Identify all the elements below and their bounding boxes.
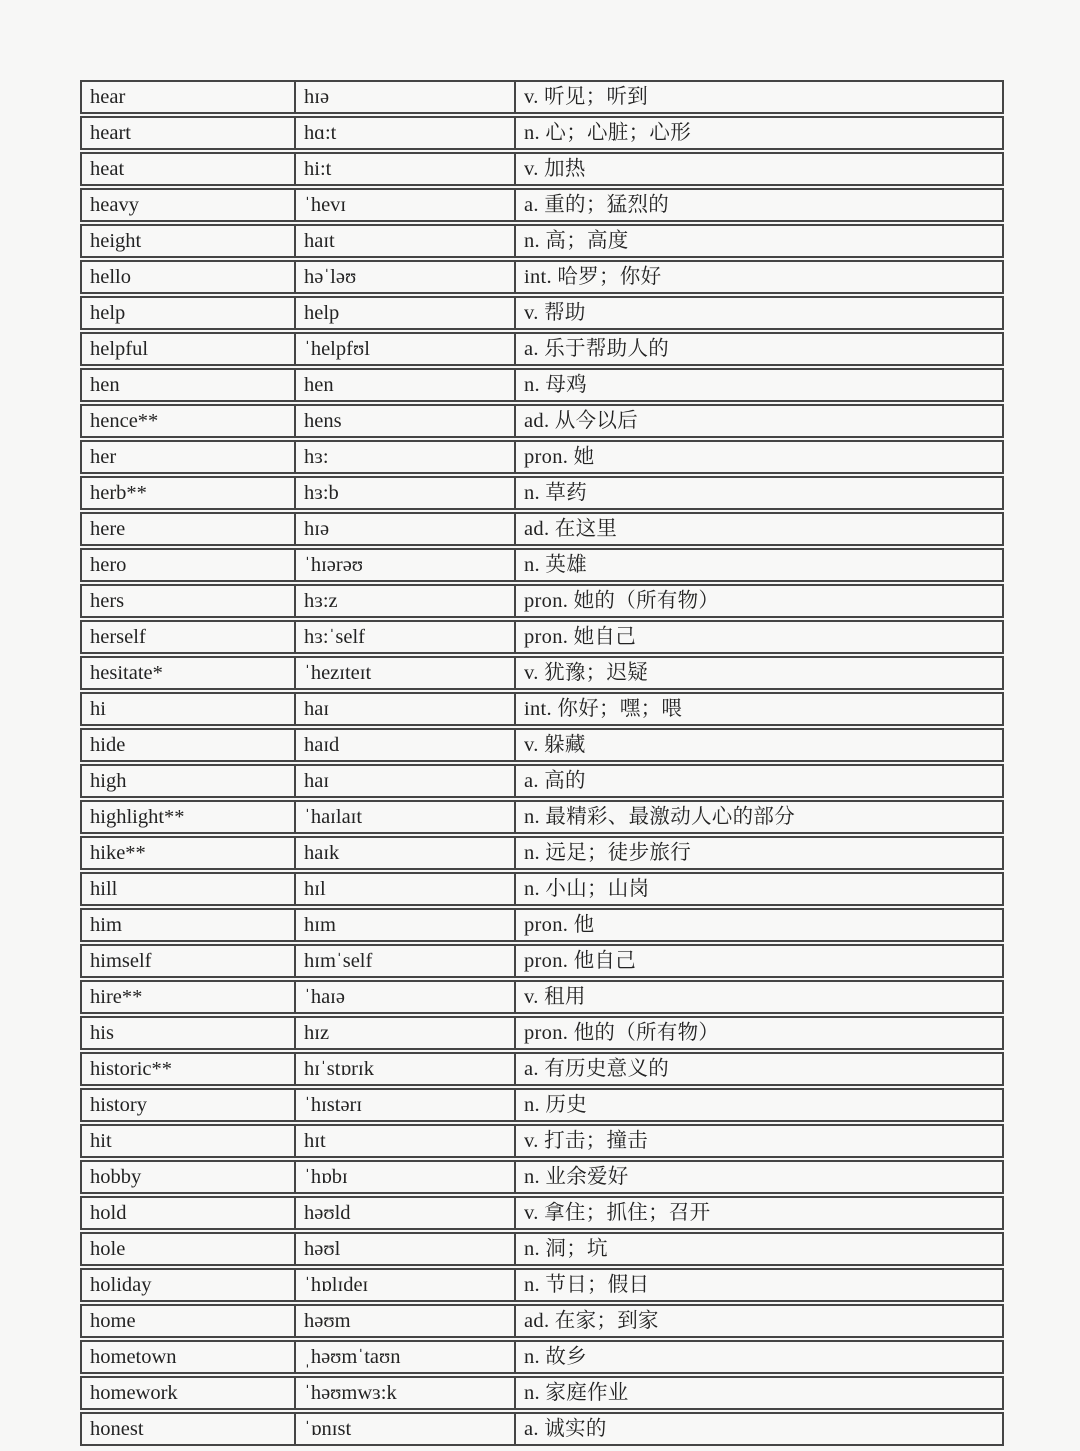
meaning-cell: a. 诚实的 xyxy=(516,1412,1004,1446)
phonetic-cell: ˈhaɪə xyxy=(296,980,516,1014)
meaning-cell: v. 犹豫；迟疑 xyxy=(516,656,1004,690)
meaning-cell: n. 小山；山岗 xyxy=(516,872,1004,906)
table-row xyxy=(80,764,1004,798)
meaning-cell: a. 高的 xyxy=(516,764,1004,798)
table-row xyxy=(80,332,1004,366)
phonetic-cell: hɪˈstɒrɪk xyxy=(296,1052,516,1086)
meaning-cell: pron. 他 xyxy=(516,908,1004,942)
word-cell: here xyxy=(80,512,296,546)
word-cell: hit xyxy=(80,1124,296,1158)
phonetic-cell: hen xyxy=(296,368,516,402)
meaning-cell: n. 英雄 xyxy=(516,548,1004,582)
table-row xyxy=(80,800,1004,834)
table-row xyxy=(80,188,1004,222)
word-cell: hill xyxy=(80,872,296,906)
table-row xyxy=(80,584,1004,618)
table-row xyxy=(80,404,1004,438)
table-row xyxy=(80,1124,1004,1158)
meaning-cell: n. 草药 xyxy=(516,476,1004,510)
meaning-cell: n. 高；高度 xyxy=(516,224,1004,258)
meaning-cell: n. 最精彩、最激动人心的部分 xyxy=(516,800,1004,834)
meaning-cell: pron. 她 xyxy=(516,440,1004,474)
word-cell: hence** xyxy=(80,404,296,438)
meaning-cell: n. 家庭作业 xyxy=(516,1376,1004,1410)
table-row xyxy=(80,116,1004,150)
word-cell: holiday xyxy=(80,1268,296,1302)
meaning-cell: n. 远足；徒步旅行 xyxy=(516,836,1004,870)
word-cell: help xyxy=(80,296,296,330)
phonetic-cell: ˌhəʊmˈtaʊn xyxy=(296,1340,516,1374)
phonetic-cell: hɜ:ˈself xyxy=(296,620,516,654)
word-cell: homework xyxy=(80,1376,296,1410)
meaning-cell: int. 哈罗；你好 xyxy=(516,260,1004,294)
word-cell: hike** xyxy=(80,836,296,870)
table-row xyxy=(80,1412,1004,1446)
word-cell: home xyxy=(80,1304,296,1338)
meaning-cell: a. 重的；猛烈的 xyxy=(516,188,1004,222)
word-cell: hole xyxy=(80,1232,296,1266)
meaning-cell: n. 业余爱好 xyxy=(516,1160,1004,1194)
word-cell: hold xyxy=(80,1196,296,1230)
table-row xyxy=(80,1268,1004,1302)
table-row xyxy=(80,1052,1004,1086)
phonetic-cell: ˈhɪstərɪ xyxy=(296,1088,516,1122)
phonetic-cell: hɜ:b xyxy=(296,476,516,510)
table-row xyxy=(80,728,1004,762)
phonetic-cell: hɪt xyxy=(296,1124,516,1158)
word-cell: honest xyxy=(80,1412,296,1446)
phonetic-cell: hɪz xyxy=(296,1016,516,1050)
word-cell: history xyxy=(80,1088,296,1122)
phonetic-cell: hɪmˈself xyxy=(296,944,516,978)
table-row xyxy=(80,224,1004,258)
meaning-cell: v. 加热 xyxy=(516,152,1004,186)
table-row xyxy=(80,476,1004,510)
phonetic-cell: həʊl xyxy=(296,1232,516,1266)
phonetic-cell: hi:t xyxy=(296,152,516,186)
phonetic-cell: haɪk xyxy=(296,836,516,870)
word-cell: hide xyxy=(80,728,296,762)
phonetic-cell: hɪm xyxy=(296,908,516,942)
word-cell: hometown xyxy=(80,1340,296,1374)
vocabulary-table xyxy=(80,78,1004,1448)
phonetic-cell: ˈhɒbɪ xyxy=(296,1160,516,1194)
table-row xyxy=(80,296,1004,330)
phonetic-cell: həʊld xyxy=(296,1196,516,1230)
word-cell: heart xyxy=(80,116,296,150)
table-row xyxy=(80,692,1004,726)
word-cell: herself xyxy=(80,620,296,654)
word-cell: hire** xyxy=(80,980,296,1014)
meaning-cell: pron. 他的（所有物） xyxy=(516,1016,1004,1050)
meaning-cell: n. 心；心脏；心形 xyxy=(516,116,1004,150)
word-cell: hobby xyxy=(80,1160,296,1194)
table-row xyxy=(80,1160,1004,1194)
table-row xyxy=(80,1196,1004,1230)
word-cell: him xyxy=(80,908,296,942)
table-row xyxy=(80,1088,1004,1122)
word-cell: hero xyxy=(80,548,296,582)
phonetic-cell: hɪə xyxy=(296,80,516,114)
word-cell: herb** xyxy=(80,476,296,510)
word-cell: hello xyxy=(80,260,296,294)
word-cell: his xyxy=(80,1016,296,1050)
word-cell: hers xyxy=(80,584,296,618)
table-row xyxy=(80,1376,1004,1410)
phonetic-cell: ˈhezɪteɪt xyxy=(296,656,516,690)
meaning-cell: int. 你好；嘿；喂 xyxy=(516,692,1004,726)
phonetic-cell: haɪd xyxy=(296,728,516,762)
meaning-cell: pron. 她自己 xyxy=(516,620,1004,654)
table-row xyxy=(80,1304,1004,1338)
table-row xyxy=(80,944,1004,978)
table-row xyxy=(80,980,1004,1014)
word-cell: high xyxy=(80,764,296,798)
word-cell: historic** xyxy=(80,1052,296,1086)
meaning-cell: n. 节日；假日 xyxy=(516,1268,1004,1302)
meaning-cell: v. 打击；撞击 xyxy=(516,1124,1004,1158)
word-cell: hear xyxy=(80,80,296,114)
table-row xyxy=(80,908,1004,942)
vocabulary-table-body xyxy=(80,80,1004,1446)
table-row xyxy=(80,656,1004,690)
word-cell: her xyxy=(80,440,296,474)
meaning-cell: n. 故乡 xyxy=(516,1340,1004,1374)
phonetic-cell: hɪl xyxy=(296,872,516,906)
word-cell: himself xyxy=(80,944,296,978)
table-row xyxy=(80,80,1004,114)
table-row xyxy=(80,836,1004,870)
table-row xyxy=(80,512,1004,546)
phonetic-cell: həʊm xyxy=(296,1304,516,1338)
meaning-cell: v. 租用 xyxy=(516,980,1004,1014)
phonetic-cell: hɜ: xyxy=(296,440,516,474)
word-cell: highlight** xyxy=(80,800,296,834)
meaning-cell: ad. 在家；到家 xyxy=(516,1304,1004,1338)
phonetic-cell: hɪə xyxy=(296,512,516,546)
table-row xyxy=(80,1016,1004,1050)
phonetic-cell: hɑ:t xyxy=(296,116,516,150)
phonetic-cell: haɪ xyxy=(296,692,516,726)
word-cell: heat xyxy=(80,152,296,186)
phonetic-cell: help xyxy=(296,296,516,330)
meaning-cell: ad. 在这里 xyxy=(516,512,1004,546)
table-row xyxy=(80,620,1004,654)
phonetic-cell: həˈləʊ xyxy=(296,260,516,294)
word-cell: hi xyxy=(80,692,296,726)
word-cell: hen xyxy=(80,368,296,402)
meaning-cell: n. 洞；坑 xyxy=(516,1232,1004,1266)
meaning-cell: pron. 他自己 xyxy=(516,944,1004,978)
phonetic-cell: ˈhelpfʊl xyxy=(296,332,516,366)
meaning-cell: a. 有历史意义的 xyxy=(516,1052,1004,1086)
meaning-cell: v. 躲藏 xyxy=(516,728,1004,762)
table-row xyxy=(80,368,1004,402)
meaning-cell: n. 母鸡 xyxy=(516,368,1004,402)
meaning-cell: v. 帮助 xyxy=(516,296,1004,330)
table-row xyxy=(80,1232,1004,1266)
phonetic-cell: hens xyxy=(296,404,516,438)
table-row xyxy=(80,1340,1004,1374)
word-cell: height xyxy=(80,224,296,258)
meaning-cell: v. 听见；听到 xyxy=(516,80,1004,114)
phonetic-cell: ˈhɪərəʊ xyxy=(296,548,516,582)
table-row xyxy=(80,260,1004,294)
meaning-cell: ad. 从今以后 xyxy=(516,404,1004,438)
phonetic-cell: ˈɒnɪst xyxy=(296,1412,516,1446)
table-row xyxy=(80,440,1004,474)
phonetic-cell: ˈhevɪ xyxy=(296,188,516,222)
phonetic-cell: ˈhəʊmwɜ:k xyxy=(296,1376,516,1410)
phonetic-cell: haɪt xyxy=(296,224,516,258)
word-cell: helpful xyxy=(80,332,296,366)
phonetic-cell: hɜ:z xyxy=(296,584,516,618)
word-cell: heavy xyxy=(80,188,296,222)
phonetic-cell: haɪ xyxy=(296,764,516,798)
table-row xyxy=(80,548,1004,582)
word-cell: hesitate* xyxy=(80,656,296,690)
meaning-cell: n. 历史 xyxy=(516,1088,1004,1122)
phonetic-cell: ˈhaɪlaɪt xyxy=(296,800,516,834)
meaning-cell: v. 拿住；抓住；召开 xyxy=(516,1196,1004,1230)
meaning-cell: pron. 她的（所有物） xyxy=(516,584,1004,618)
table-row xyxy=(80,872,1004,906)
meaning-cell: a. 乐于帮助人的 xyxy=(516,332,1004,366)
table-row xyxy=(80,152,1004,186)
phonetic-cell: ˈhɒlɪdeɪ xyxy=(296,1268,516,1302)
